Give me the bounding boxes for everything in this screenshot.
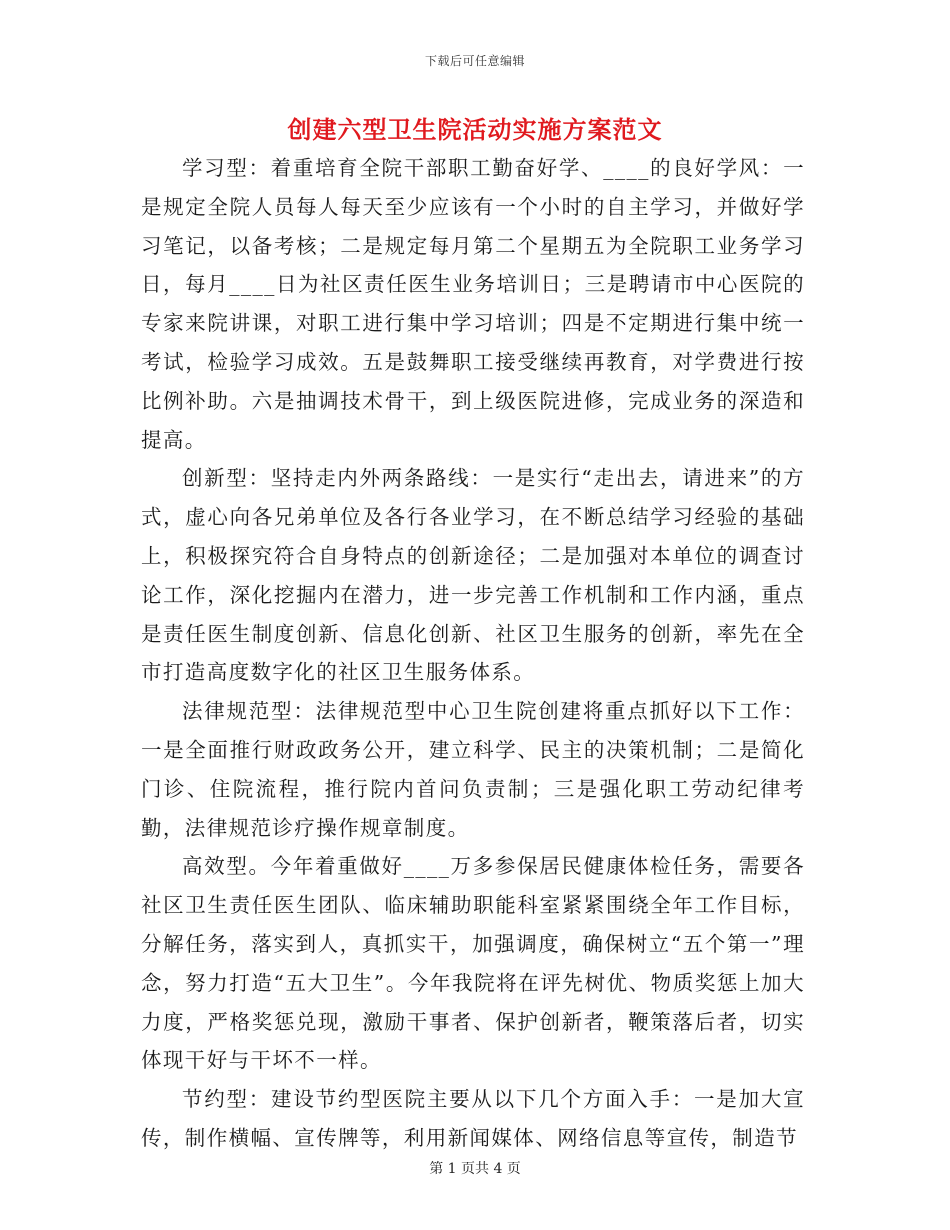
document-title: 创建六型卫生院活动实施方案范文 (287, 115, 663, 144)
document-body (141, 149, 805, 1158)
paragraph-efficiency: 高效型。今年着重做好____万多参保居民健康体检任务，需要各社区卫生责任医生团队、临床辅助职能科室紧紧围绕全年工作目标，分解任务，落实到人，真抓实干，加强调度，确保树立“五个第一”理念，努力打造“五大卫生”。今年我院将在评先树优、物质奖惩上加大力度，严格奖惩兑现，激励干事者、保护创新者，鞭策落后者，切实体现干好与干坏不一样。 (141, 854, 805, 1073)
page-footer: 第 1 页共 4 页 (429, 1161, 521, 1177)
paragraph-learning: 学习型：着重培育全院干部职工勤奋好学、____的良好学风：一是规定全院人员每人每天至少应该有一个小时的自主学习，并做好学习笔记，以备考核；二是规定每月第二个星期五为全院职工业务学习日，每月____日为社区责任医生业务培训日；三是聘请市中心医院的专家来院讲课，对职工进行集中学习培训；四是不定期进行集中统一考试，检验学习成效。五是鼓舞职工接受继续再教育，对学费进行按比例补助。六是抽调技术骨干，到上级医院进修，完成业务的深造和提高。 (141, 156, 805, 452)
paragraph-economy: 节约型：建设节约型医院主要从以下几个方面入手：一是加大宣传，制作横幅、宣传牌等，利用新闻媒体、网络信息等宣传，制造节 (141, 1087, 805, 1150)
page-header: 下载后可任意编辑 (424, 54, 525, 68)
paragraph-innovation: 创新型：坚持走内外两条路线：一是实行“走出去，请进来”的方式，虚心向各兄弟单位及各行各业学习，在不断总结学习经验的基础上，积极探究符合自身特点的创新途径；二是加强对本单位的调查讨论工作，深化挖掘内在潜力，进一步完善工作机制和工作内涵，重点是责任医生制度创新、信息化创新、社区卫生服务的创新，率先在全市打造高度数字化的社区卫生服务体系。 (141, 466, 805, 685)
paragraph-legal-standard: 法律规范型：法律规范型中心卫生院创建将重点抓好以下工作：一是全面推行财政政务公开，建立科学、民主的决策机制；二是简化门诊、住院流程，推行院内首问负责制；三是强化职工劳动纪律考勤，法律规范诊疗操作规章制度。 (141, 699, 805, 840)
